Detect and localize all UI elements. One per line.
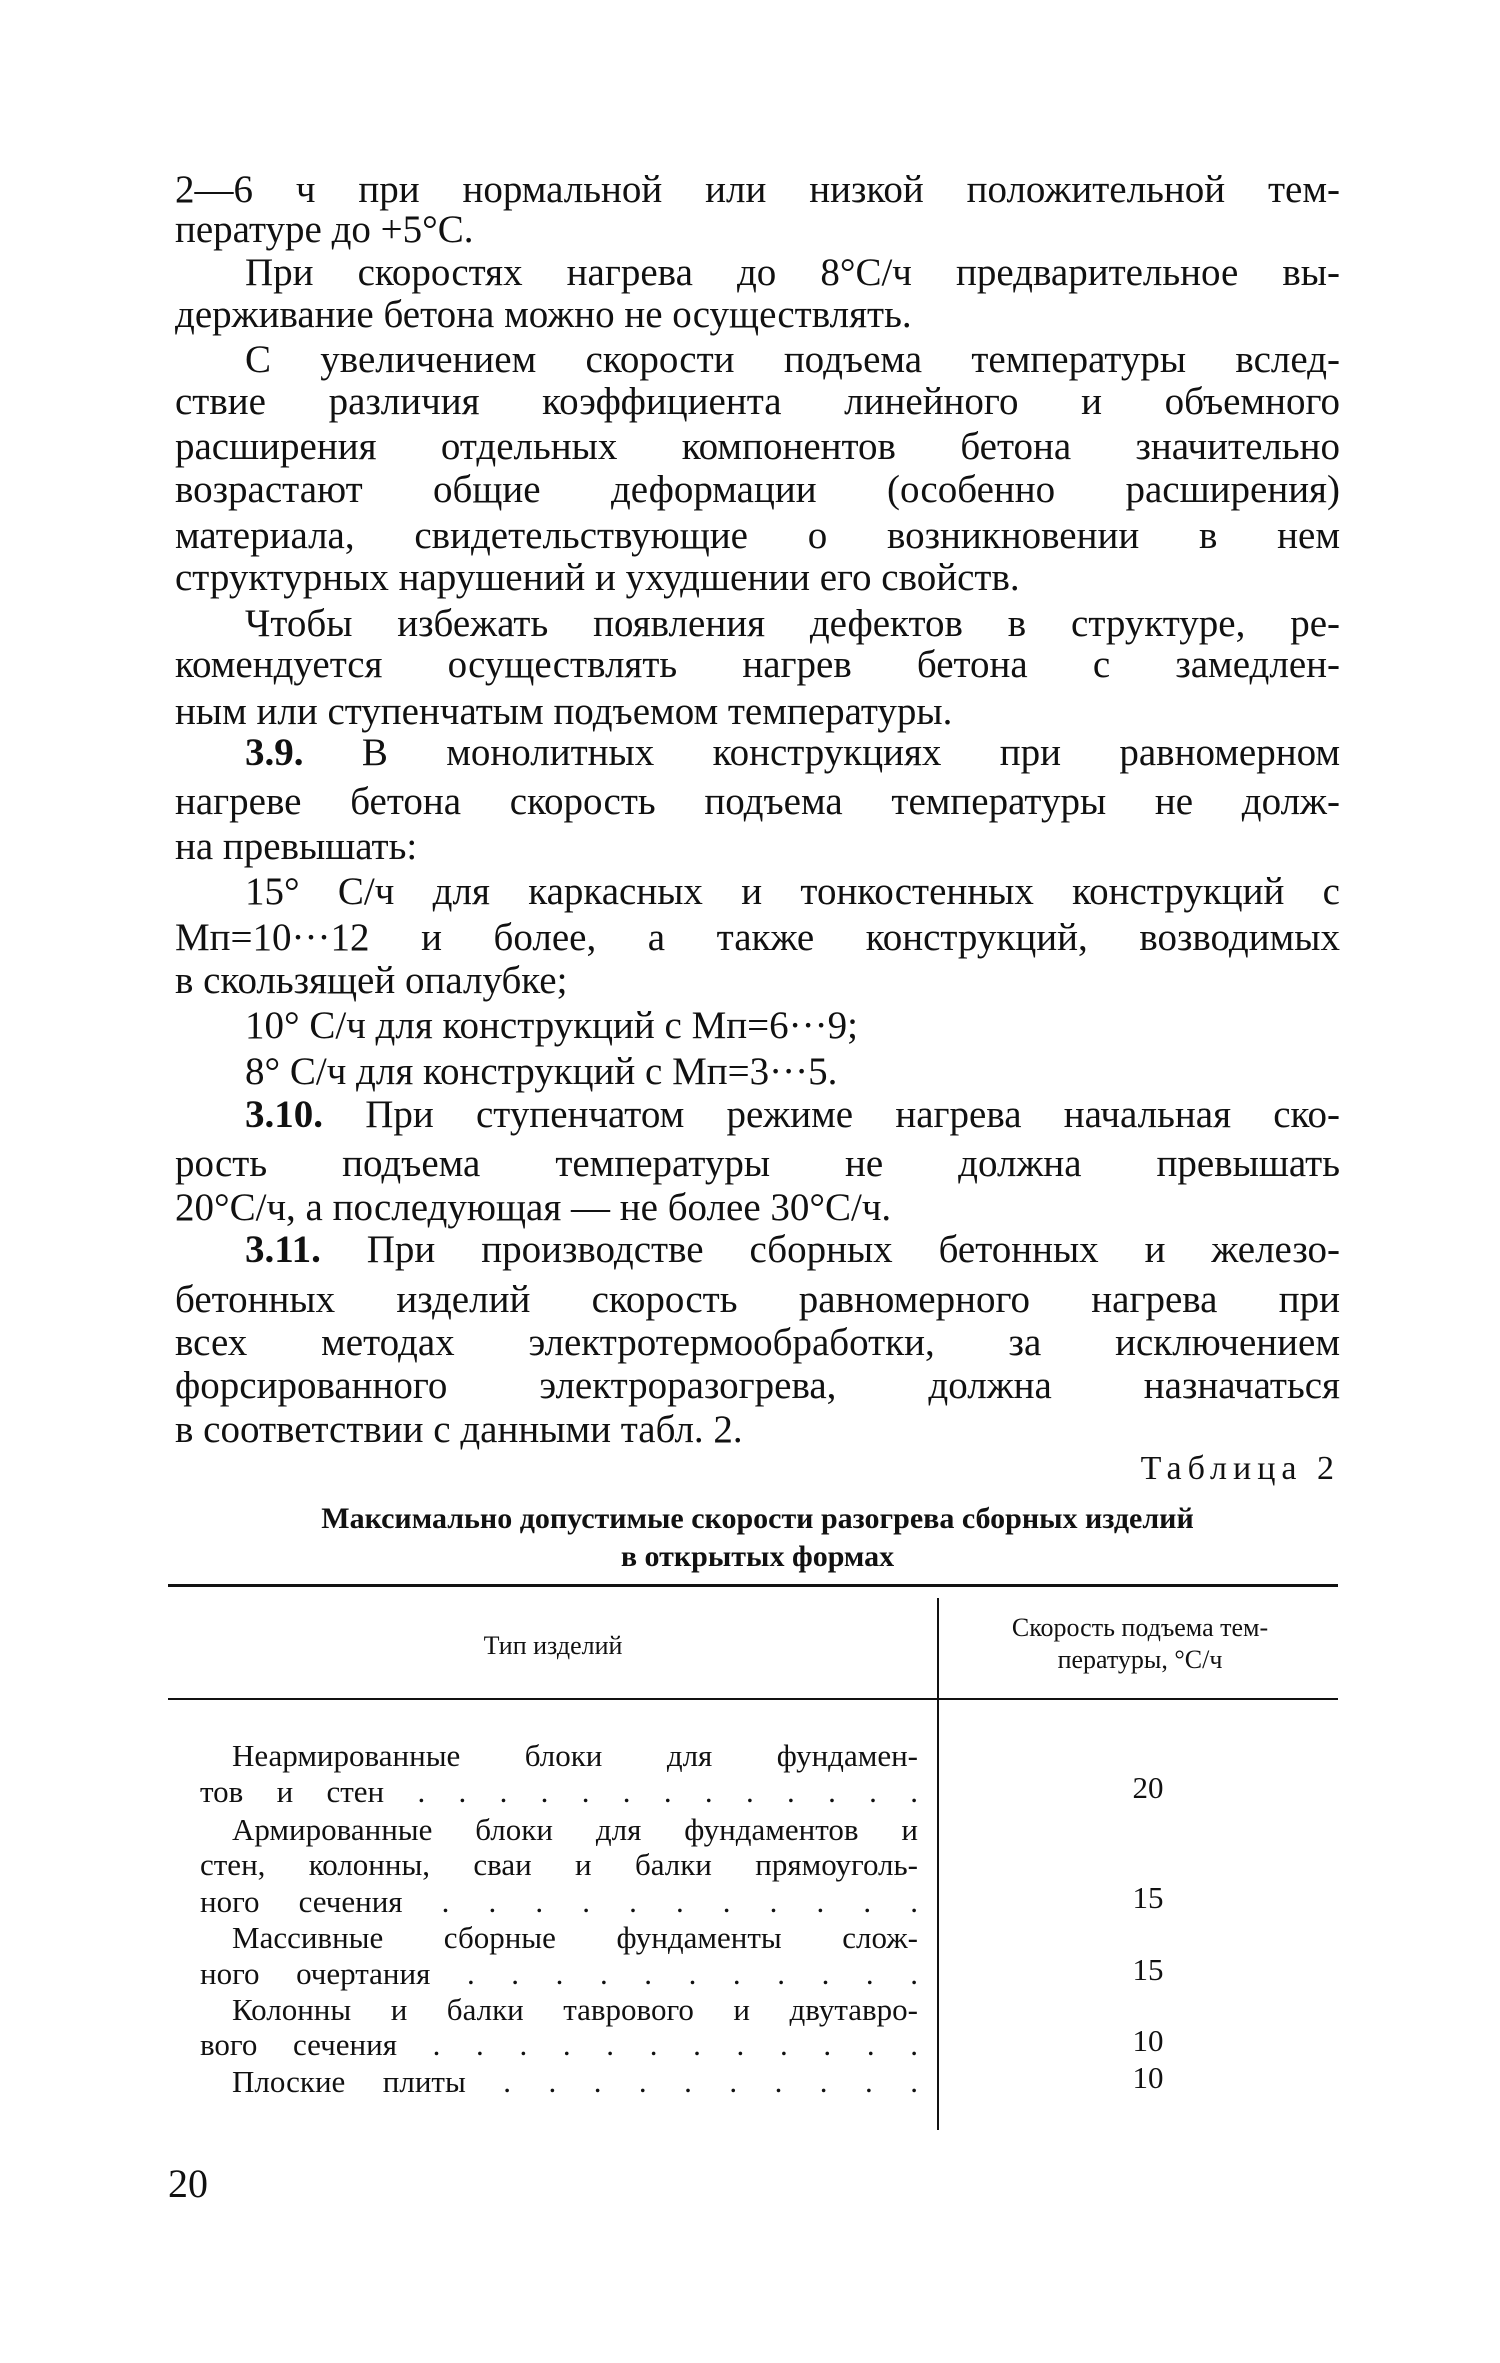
text-line (245, 338, 1340, 382)
text-line (175, 293, 1340, 337)
text-line (245, 251, 1340, 295)
text-line (175, 643, 1340, 687)
table-row-label-line: ного очертания . . . . . . . . . . . (200, 1956, 918, 1991)
text-line-content: структурных нарушений и ухудшении его свойств. (175, 556, 1020, 599)
text-line-content: рость подъема температуры не должна превышать (175, 1142, 1340, 1185)
text-line-content: 20°С/ч, а последующая — не более 30°С/ч. (175, 1186, 892, 1229)
text-line (175, 690, 1340, 734)
section-number: 3.9. (245, 731, 304, 774)
text-line-content: Мп=10···12 и более, а также конструкций, возводимых (175, 916, 1340, 959)
header-rate-line1: Скорость подъема тем- (1011, 1613, 1269, 1642)
text-line (175, 959, 1340, 1003)
table-row-value: 10 (1132, 2023, 1164, 2058)
text-line (245, 1004, 1340, 1048)
text-line (175, 380, 1340, 424)
table-title-line: Максимально допустимые скорости разогрева сборных изделий (321, 1502, 1194, 1535)
text-line-content: При производстве сборных бетонных и железо- (366, 1228, 1340, 1271)
text-line (175, 468, 1340, 512)
table-row-label-line: тов и стен . . . . . . . . . . . . . (200, 1774, 918, 1809)
table-row-value: 10 (1132, 2060, 1164, 2095)
text-line (175, 514, 1340, 558)
text-line-content: в соответствии с данными табл. 2. (175, 1408, 743, 1451)
table-row-label-line: Неармированные блоки для фундамен- (232, 1738, 918, 1773)
text-line (175, 1364, 1340, 1408)
table-header-rule (168, 1698, 1338, 1700)
text-line (175, 1278, 1340, 1322)
text-line (175, 1408, 1340, 1452)
text-line-content: бетонных изделий скорость равномерного нагрева при (175, 1278, 1340, 1321)
text-line (175, 425, 1340, 469)
table-row-label-line: вого сечения . . . . . . . . . . . . (200, 2027, 918, 2062)
text-line (245, 731, 1340, 775)
table-caption: Таблица 2 (1140, 1450, 1340, 1487)
text-line (175, 1186, 1340, 1230)
section-number: 3.11. (245, 1228, 321, 1271)
table-row-label-line: Армированные блоки для фундаментов и (232, 1812, 918, 1847)
text-line-content: ным или ступенчатым подъемом температуры. (175, 690, 953, 733)
text-line-content: 10° С/ч для конструкций с Мп=6···9; (245, 1004, 858, 1047)
text-line-content: ствие различия коэффициента линейного и объемного (175, 380, 1340, 423)
text-line-content: В монолитных конструкциях при равномерном (361, 731, 1341, 774)
text-line (245, 870, 1340, 914)
text-line-content: При скоростях нагрева до 8°С/ч предварительное вы- (245, 251, 1340, 294)
table-row-label-line: Массивные сборные фундаменты слож- (232, 1920, 918, 1955)
table-row-value: 15 (1132, 1952, 1164, 1987)
text-line-content: пературе до +5°С. (175, 208, 474, 251)
text-line (175, 556, 1340, 600)
text-line-content: 15° С/ч для каркасных и тонкостенных конструкций с (245, 870, 1340, 913)
text-line (245, 602, 1340, 646)
table-top-rule (168, 1584, 1338, 1587)
section-number: 3.10. (245, 1093, 323, 1136)
text-line-content: Чтобы избежать появления дефектов в структуре, ре- (245, 602, 1340, 645)
text-line-content: 2—6 ч при нормальной или низкой положительной тем- (175, 168, 1340, 211)
text-line (245, 1228, 1340, 1272)
text-line-content: в скользящей опалубке; (175, 959, 568, 1002)
text-line (175, 780, 1340, 824)
text-line (175, 916, 1340, 960)
page-number: 20 (168, 2161, 208, 2206)
text-line-content: на превышать: (175, 825, 418, 868)
text-line (245, 1093, 1340, 1137)
table-row-value: 20 (1132, 1770, 1164, 1805)
table-title-line: в открытых формах (620, 1540, 895, 1573)
table-row-label-line: Плоские плиты . . . . . . . . . . (232, 2064, 918, 2099)
table-row-value: 15 (1132, 1880, 1164, 1915)
text-line-content: возрастают общие деформации (особенно расширения) (175, 468, 1340, 511)
text-line (175, 825, 1340, 869)
text-line (175, 168, 1340, 212)
text-line-content: материала, свидетельствующие о возникновении в нем (175, 514, 1340, 557)
text-line-content: форсированного электроразогрева, должна назначаться (175, 1364, 1340, 1407)
header-product-type: Тип изделий (483, 1631, 623, 1660)
text-line-content: комендуется осуществлять нагрев бетона с замедлен- (175, 643, 1340, 686)
header-rate-line2: пературы, °С/ч (1057, 1645, 1223, 1674)
text-line (175, 1321, 1340, 1365)
text-line-content: держивание бетона можно не осуществлять. (175, 293, 912, 336)
text-line (175, 208, 1340, 252)
text-line (175, 1142, 1340, 1186)
text-line (245, 1050, 1340, 1094)
text-line-content: расширения отдельных компонентов бетона значительно (175, 425, 1340, 468)
table-row-label-line: стен, колонны, сваи и балки прямоуголь- (200, 1847, 918, 1882)
text-line-content: С увеличением скорости подъема температуры вслед- (245, 338, 1340, 381)
text-line-content: 8° С/ч для конструкций с Мп=3···5. (245, 1050, 838, 1093)
table-column-divider (937, 1598, 939, 2130)
table-row-label-line: ного сечения . . . . . . . . . . . (200, 1884, 918, 1919)
text-line-content: нагреве бетона скорость подъема температуры не долж- (175, 780, 1340, 823)
text-line-content: всех методах электротермообработки, за исключением (175, 1321, 1340, 1364)
text-line-content: При ступенчатом режиме нагрева начальная ско- (365, 1093, 1340, 1136)
table-row-label-line: Колонны и балки таврового и двутавро- (232, 1992, 918, 2027)
